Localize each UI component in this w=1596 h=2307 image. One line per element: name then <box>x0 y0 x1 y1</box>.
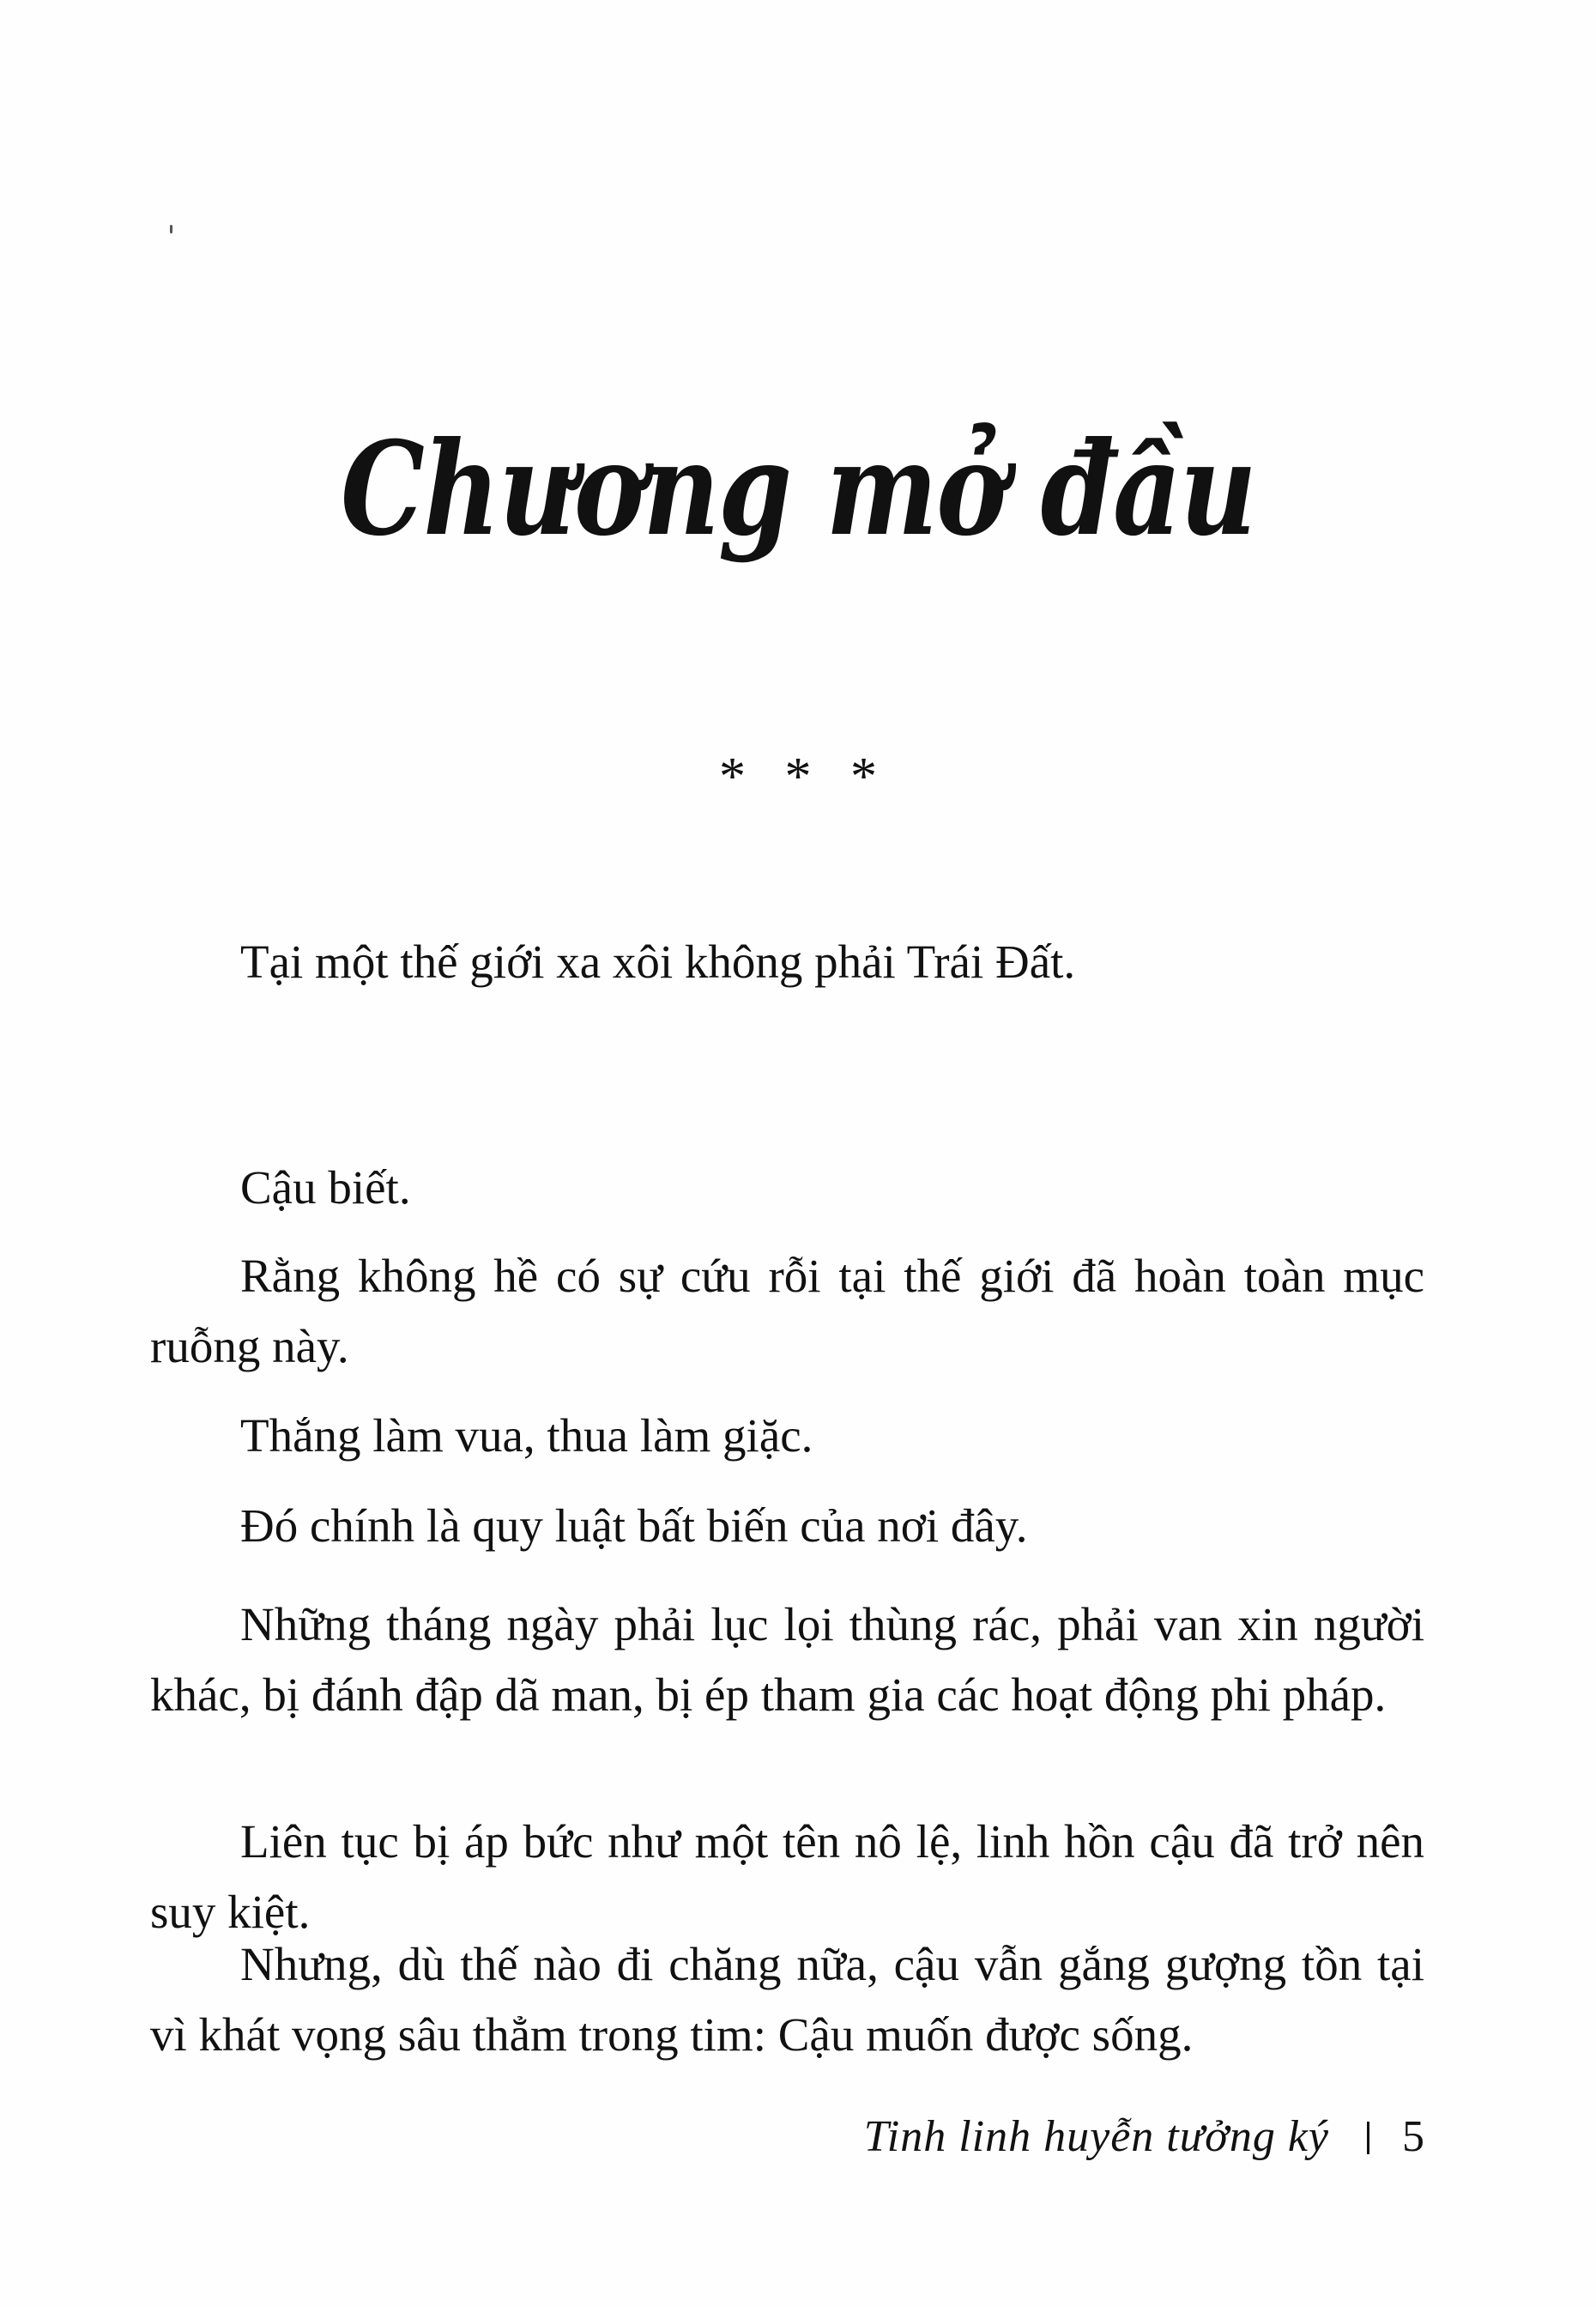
paragraph-3: Rằng không hề có sự cứu rỗi tại thế giới đã hoàn toàn mục ruỗng này. <box>150 1250 1424 1372</box>
paragraph-2: Cậu biết. <box>240 1161 411 1214</box>
section-separator: * * * <box>719 748 877 806</box>
paragraph-4: Thắng làm vua, thua làm giặc. <box>240 1409 813 1462</box>
footer-divider <box>1367 2122 1369 2154</box>
paragraph-7: Liên tục bị áp bức như một tên nô lệ, linh hồn cậu đã trở nên suy kiệt. <box>150 1815 1424 1938</box>
paragraph-5: Đó chính là quy luật bất biến của nơi đây. <box>240 1499 1028 1552</box>
paragraph-1: Tại một thế giới xa xôi không phải Trái Đất. <box>240 936 1076 988</box>
print-speck <box>170 225 172 233</box>
chapter-title: Chương mở đầu <box>341 414 1255 565</box>
paragraph-8: Nhưng, dù thế nào đi chăng nữa, cậu vẫn gắng gượng tồn tại vì khát vọng sâu thẳm trong tim: Cậu muốn được sống. <box>150 1938 1424 2061</box>
page-footer <box>864 2107 1424 2167</box>
running-book-title: Tinh linh huyễn tưởng ký <box>863 2112 1329 2161</box>
paragraph-6: Những tháng ngày phải lục lọi thùng rác, phải van xin người khác, bị đánh đập dã man, bị ép tham gia các hoạt động phi pháp. <box>150 1598 1424 1721</box>
page-number: 5 <box>1402 2112 1424 2161</box>
